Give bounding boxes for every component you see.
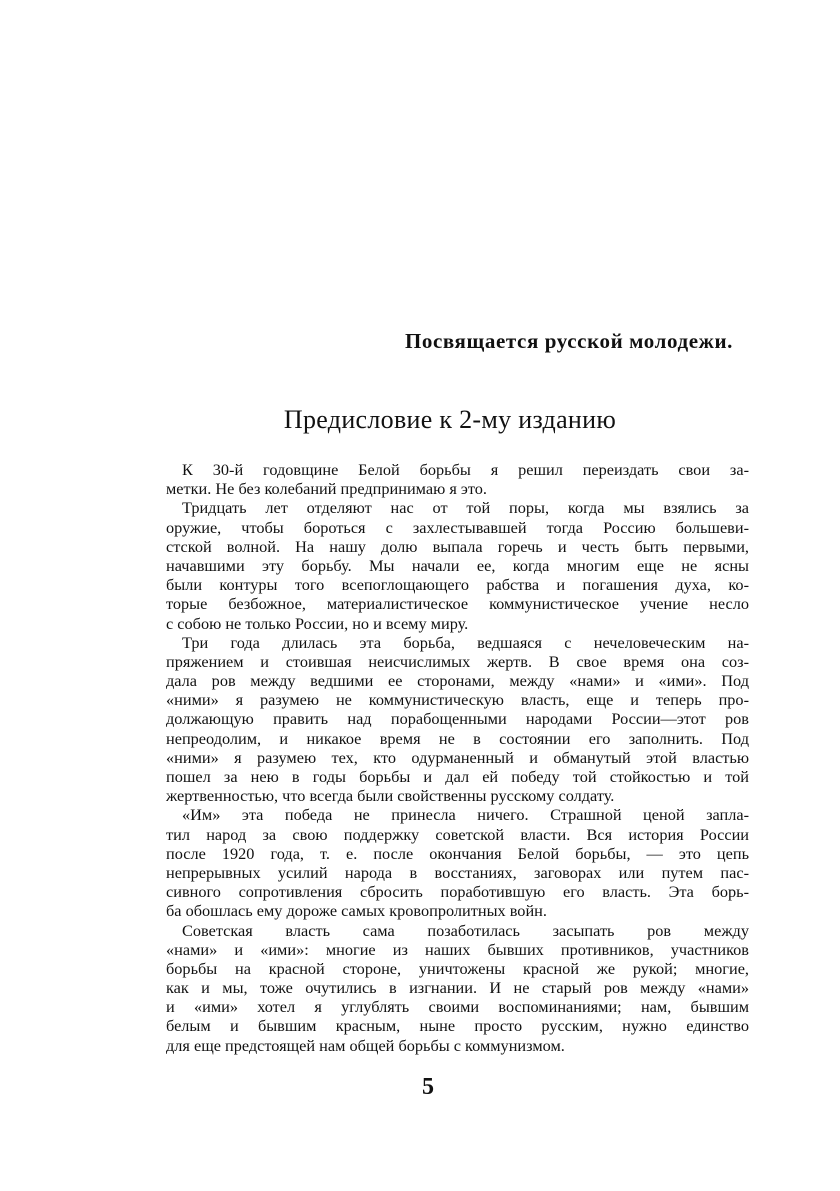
text-line: стской волной. На нашу долю выпала горечь и честь быть первыми, bbox=[166, 536, 749, 556]
text-line: Советская власть сама позаботилась засыпать ров между bbox=[182, 920, 749, 940]
text-line: пошел за нею в годы борьбы и дал ей победу той стойкостью и той bbox=[166, 767, 749, 786]
paragraph bbox=[166, 460, 749, 498]
page-number: 5 bbox=[422, 1074, 434, 1100]
text-line: сивного сопротивления сбросить поработившую его власть. Эта борь- bbox=[166, 882, 749, 902]
dedication: Посвящается русской молодежи. bbox=[404, 329, 733, 353]
paragraph bbox=[166, 633, 749, 806]
paragraph bbox=[166, 921, 749, 1055]
text-line: Тридцать лет отделяют нас от той поры, когда мы взялись за bbox=[182, 498, 749, 518]
text-line: борьбы на красной стороне, уничтожены красной же рукой; многие, bbox=[166, 958, 749, 978]
text-line: начавшими эту борьбу. Мы начали ее, когда многим еще не ясны bbox=[166, 555, 749, 575]
text-line: К 30-й годовщине Белой борьбы я решил переиздать свои за- bbox=[182, 460, 749, 479]
text-line: жертвенностью, что всегда были свойственны русскому солдату. bbox=[166, 786, 615, 806]
text-line: и «ими» хотел я углублять своими воспоминаниями; нам, бывшим bbox=[166, 997, 749, 1017]
text-line: торые безбожное, материалистическое коммунистическое учение несло bbox=[166, 594, 749, 614]
text-line: тил народ за свою поддержку советской власти. Вся история России bbox=[166, 824, 749, 844]
paragraph bbox=[166, 805, 749, 920]
text-line: для еще предстоящей нам общей борьбы с коммунизмом. bbox=[166, 1035, 565, 1055]
text-line: белым и бывшим красным, ныне просто русским, нужно единство bbox=[166, 1016, 749, 1036]
text-line: были контуры того всепоглощающего рабства и погашения духа, ко- bbox=[166, 575, 749, 595]
text-line: должающую править над порабощенными народами России—этот ров bbox=[166, 709, 749, 729]
text-line: непрерывных усилий народа в восстаниях, заговорах или путем пас- bbox=[166, 862, 749, 882]
text-line: «ними» я разумею не коммунистическую власть, еще и теперь про- bbox=[166, 690, 749, 710]
text-line: дала ров между ведшими ее сторонами, между «нами» и «ими». Под bbox=[166, 671, 749, 691]
text-line: с собою не только России, но и всему миру. bbox=[166, 613, 469, 633]
text-line: «Им» эта победа не принесла ничего. Страшной ценой запла- bbox=[182, 805, 749, 825]
text-line: «ними» я разумею тех, кто одурманенный и обманутый этой властью bbox=[166, 747, 749, 767]
text-line: оружие, чтобы бороться с захлестывавшей тогда Россию большеви- bbox=[166, 517, 749, 537]
preface-heading: Предисловие к 2-му изданию bbox=[283, 405, 617, 434]
text-line: как и мы, тоже очутились в изгнании. И не старый ров между «нами» bbox=[166, 978, 749, 998]
text-line: «нами» и «ими»: многие из наших бывших противников, участников bbox=[166, 939, 749, 959]
text-line: Три года длилась эта борьба, ведшаяся с нечеловеческим на- bbox=[182, 632, 749, 652]
preface-body bbox=[166, 460, 749, 1055]
text-line: непреодолим, и никакое время не в состоянии его заполнить. Под bbox=[166, 728, 749, 748]
paragraph bbox=[166, 498, 749, 632]
text-line: пряжением и стоившая неисчислимых жертв. В свое время она соз- bbox=[166, 651, 749, 671]
text-line: после 1920 года, т. е. после окончания Белой борьбы, — это цепь bbox=[166, 843, 749, 863]
text-line: ба обошлась ему дороже самых кровопролитных войн. bbox=[166, 901, 547, 921]
text-line: метки. Не без колебаний предпринимаю я это. bbox=[166, 479, 487, 499]
